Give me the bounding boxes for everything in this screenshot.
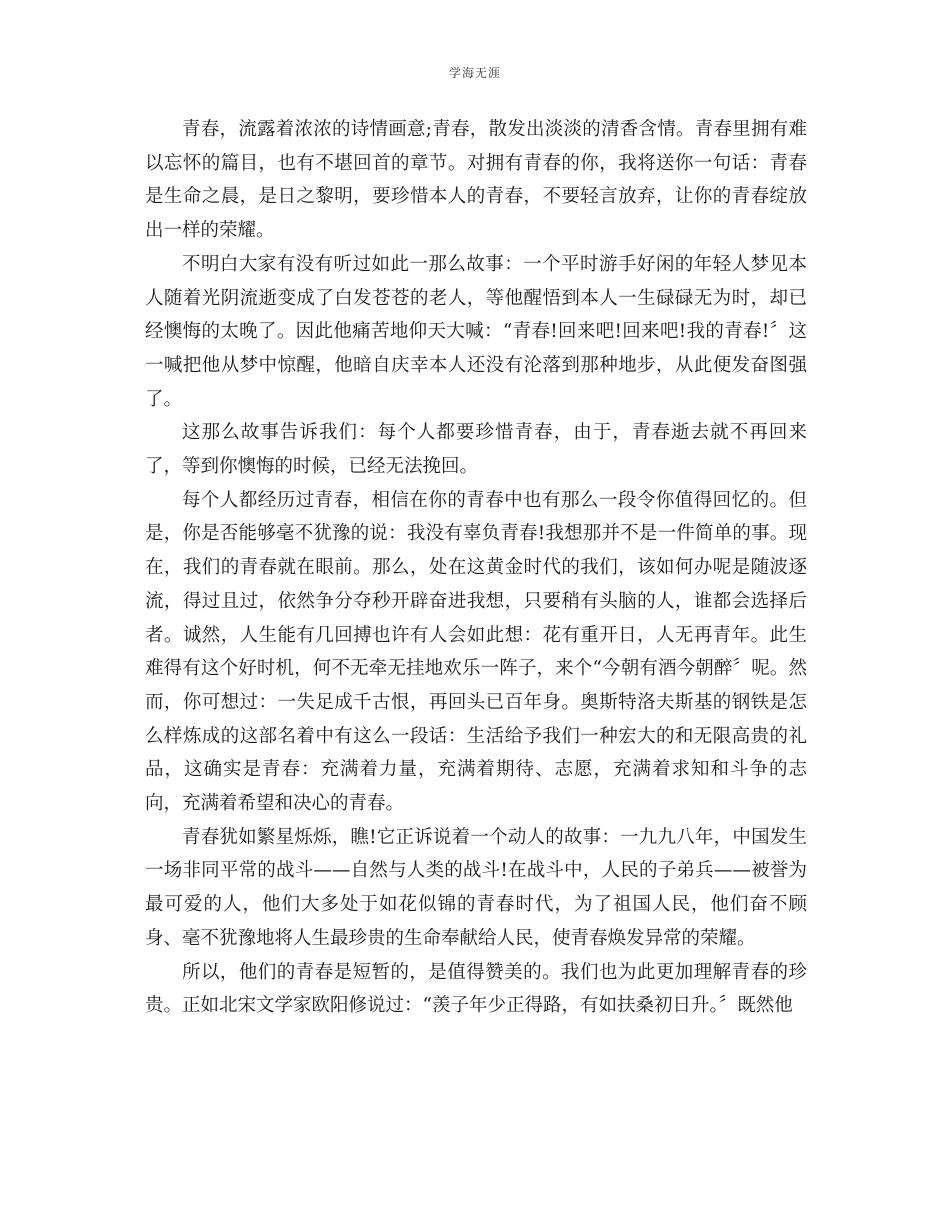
paragraph: 所以，他们的青春是短暂的，是值得赞美的。我们也为此更加理解青春的珍贵。正如北宋文学家欧阳修说过：“羡子年少正得路，有如扶桑初日升。〞既然他 bbox=[145, 961, 807, 1017]
paragraph: 不明白大家有没有听过如此一那么故事：一个平时游手好闲的年轻人梦见本人随着光阴流逝变成了白发苍苍的老人，等他醒悟到本人一生碌碌无为时，却已经懊悔的太晚了。因此他痛苦地仰天大喊：“青春!回来吧!回来吧!我的青春!〞这一喊把他从梦中惊醒，他暗自庆幸本人还没有沦落到那种地步，从此便发奋图强了。 bbox=[145, 253, 807, 410]
paragraph: 青春，流露着浓浓的诗情画意;青春，散发出淡淡的清香含情。青春里拥有难以忘怀的篇目，也有不堪回首的章节。对拥有青春的你，我将送你一句话：青春是生命之晨，是日之黎明，要珍惜本人的青春，不要轻言放弃，让你的青春绽放出一样的荣耀。 bbox=[145, 119, 807, 242]
paragraph: 每个人都经历过青春，相信在你的青春中也有那么一段令你值得回忆的。但是，你是否能够毫不犹豫的说：我没有辜负青春!我想那并不是一件简单的事。现在，我们的青春就在眼前。那么，处在这黄金时代的我们，该如何办呢是随波逐流，得过且过，依然争分夺秒开辟奋进我想，只要稍有头脑的人，谁都会选择后者。诚然，人生能有几回搏也许有人会如此想：花有重开日，人无再青年。此生难得有这个好时机，何不无牵无挂地欢乐一阵子，来个“今朝有酒今朝醉〞呢。然而，你可想过：一失足成千古恨，再回头已百年身。奥斯特洛夫斯基的钢铁是怎么样炼成的这部名着中有这么一段话：生活给予我们一种宏大的和无限高贵的礼品，这确实是青春：充满着力量，充满着期待、志愿，充满着求知和斗争的志向，充满着希望和决心的青春。 bbox=[145, 489, 807, 815]
page-header: 学海无涯 bbox=[448, 66, 501, 80]
paragraph: 这那么故事告诉我们：每个人都要珍惜青春，由于，青春逝去就不再回来了，等到你懊悔的时候，已经无法挽回。 bbox=[145, 422, 807, 478]
paragraph: 青春犹如繁星烁烁，瞧!它正诉说着一个动人的故事：一九九八年，中国发生一场非同平常的战斗——自然与人类的战斗!在战斗中，人民的子弟兵——被誉为最可爱的人，他们大多处于如花似锦的青春时代，为了祖国人民，他们奋不顾身、毫不犹豫地将人生最珍贵的生命奉献给人民，使青春焕发异常的荣耀。 bbox=[145, 826, 807, 949]
document-body bbox=[145, 113, 807, 1023]
